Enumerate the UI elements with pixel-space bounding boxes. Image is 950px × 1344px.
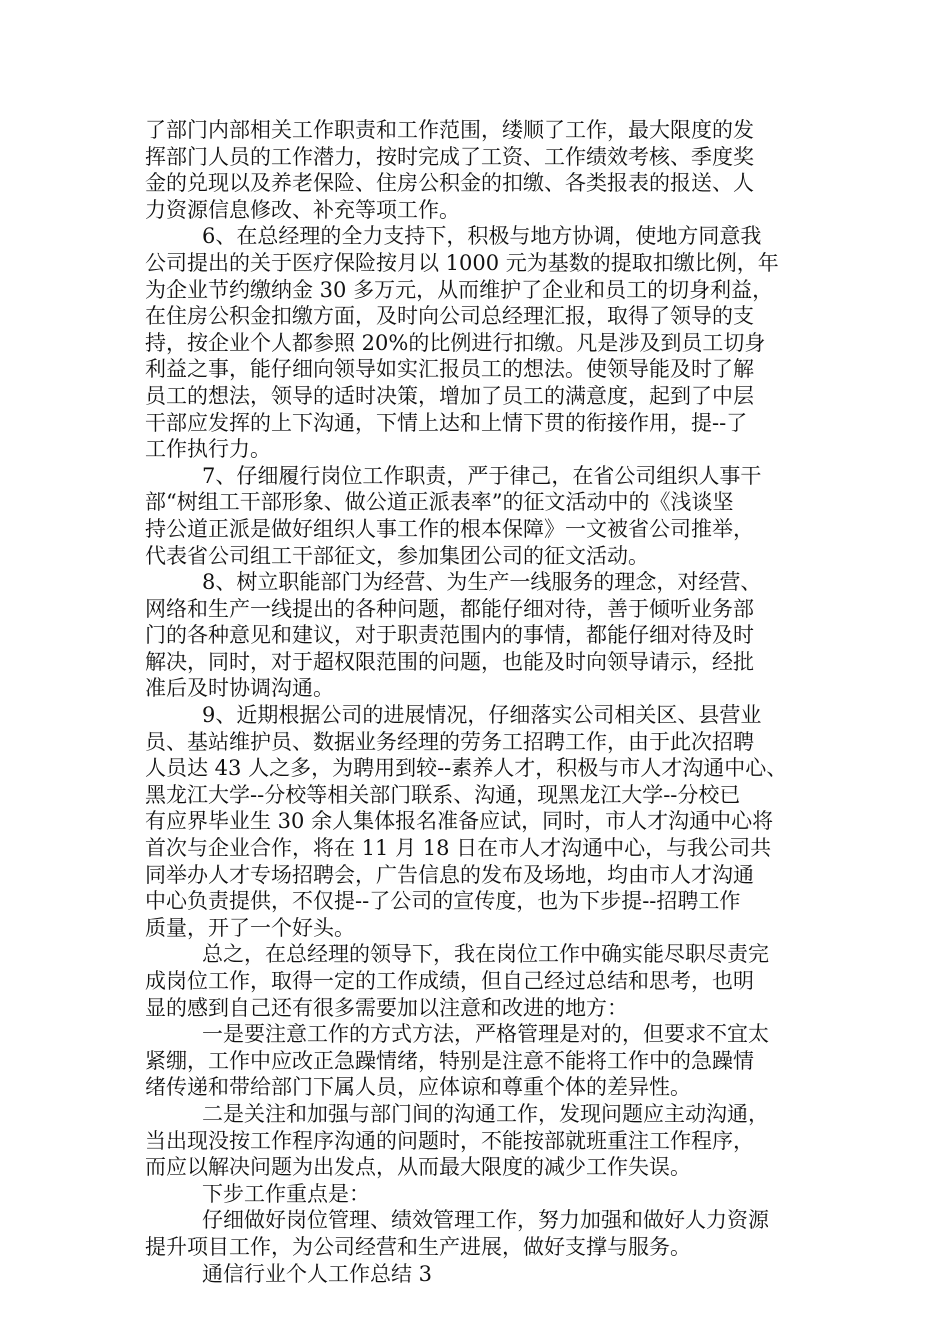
text-line: 仔细做好岗位管理、绩效管理工作，努力加强和做好人力资源 — [202, 1208, 769, 1233]
text-line: 代表省公司组工干部征文，参加集团公司的征文活动。 — [145, 543, 649, 568]
text-line: 显的感到自己还有很多需要加以注意和改进的地方： — [145, 995, 628, 1020]
text-line: 门的各种意见和建议，对于职责范围内的事情，都能仔细对待及时 — [145, 623, 754, 648]
text-line: 中心负责提供，不仅提--了公司的宣传度，也为下步提--招聘工作 — [145, 889, 741, 914]
text-line: 绪传递和带给部门下属人员，应体谅和尊重个体的差异性。 — [145, 1075, 691, 1100]
text-line: 当出现没按工作程序沟通的问题时，不能按部就班重注工作程序， — [145, 1128, 754, 1153]
text-line: 提升项目工作，为公司经营和生产进展，做好支撑与服务。 — [145, 1234, 691, 1259]
text-line: 7、仔细履行岗位工作职责，严于律己，在省公司组织人事干 — [202, 463, 762, 488]
text-line: 在住房公积金扣缴方面，及时向公司总经理汇报，取得了领导的支 — [145, 304, 754, 329]
text-line: 8、树立职能部门为经营、为生产一线服务的理念，对经营、 — [202, 570, 762, 595]
text-line: 力资源信息修改、补充等项工作。 — [145, 197, 460, 222]
text-line: 同举办人才专场招聘会，广告信息的发布及场地，均由市人才沟通 — [145, 862, 754, 887]
text-line: 持公道正派是做好组织人事工作的根本保障》一文被省公司推举， — [145, 516, 754, 541]
text-line: 了部门内部相关工作职责和工作范围，缕顺了工作，最大限度的发 — [145, 118, 754, 142]
text-line: 下步工作重点是： — [202, 1181, 370, 1206]
text-line: 部“树组工干部形象、做公道正派表率”的征文活动中的《浅谈坚 — [145, 490, 734, 515]
text-line: 准后及时协调沟通。 — [145, 676, 334, 701]
text-line: 成岗位工作，取得一定的工作成绩，但自己经过总结和思考，也明 — [145, 969, 754, 993]
text-line: 9、近期根据公司的进展情况，仔细落实公司相关区、县营业 — [202, 703, 762, 728]
text-line: 人员达 43 人之多，为聘用到较--素养人才，积极与市人才沟通中心、 — [145, 756, 788, 781]
text-line: 紧绷，工作中应改正急躁情绪，特别是注意不能将工作中的急躁情 — [145, 1048, 754, 1073]
text-line: 二是关注和加强与部门间的沟通工作，发现问题应主动沟通， — [202, 1101, 769, 1126]
text-line: 黑龙江大学--分校等相关部门联系、沟通，现黑龙江大学--分校已 — [145, 782, 741, 807]
text-line: 通信行业个人工作总结 3 — [202, 1261, 433, 1286]
text-line: 一是要注意工作的方式方法，严格管理是对的，但要求不宜太 — [202, 1022, 769, 1047]
document-body — [145, 117, 810, 1287]
text-line: 6、在总经理的全力支持下，积极与地方协调，使地方同意我 — [202, 224, 762, 249]
text-line: 总之，在总经理的领导下，我在岗位工作中确实能尽职尽责完 — [202, 942, 769, 967]
text-line: 首次与企业合作，将在 11 月 18 日在市人才沟通中心，与我公司共 — [145, 836, 772, 861]
text-line: 员工的想法，领导的适时决策，增加了员工的满意度，起到了中层 — [145, 383, 754, 408]
text-line: 公司提出的关于医疗保险按月以 1000 元为基数的提取扣缴比例，年 — [145, 250, 779, 275]
text-line: 干部应发挥的上下沟通，下情上达和上情下贯的衔接作用，提--了 — [145, 410, 748, 435]
text-line: 金的兑现以及养老保险、住房公积金的扣缴、各类报表的报送、人 — [145, 171, 754, 196]
text-line: 为企业节约缴纳金 30 多万元，从而维护了企业和员工的切身利益， — [145, 277, 774, 302]
text-line: 而应以解决问题为出发点，从而最大限度的减少工作失误。 — [145, 1155, 691, 1180]
text-line: 员、基站维护员、数据业务经理的劳务工招聘工作，由于此次招聘 — [145, 729, 754, 754]
text-line: 持，按企业个人都参照 20%的比例进行扣缴。凡是涉及到员工切身 — [145, 330, 766, 355]
text-line: 挥部门人员的工作潜力，按时完成了工资、工作绩效考核、季度奖 — [145, 144, 754, 169]
text-line: 有应界毕业生 30 余人集体报名准备应试，同时，市人才沟通中心将 — [145, 809, 774, 834]
text-line: 利益之事，能仔细向领导如实汇报员工的想法。使领导能及时了解 — [145, 357, 754, 382]
text-line: 解决，同时，对于超权限范围的问题，也能及时向领导请示，经批 — [145, 649, 754, 674]
text-line: 网络和生产一线提出的各种问题，都能仔细对待，善于倾听业务部 — [145, 596, 754, 621]
text-line: 工作执行力。 — [145, 437, 271, 462]
text-line: 质量，开了一个好头。 — [145, 915, 355, 940]
